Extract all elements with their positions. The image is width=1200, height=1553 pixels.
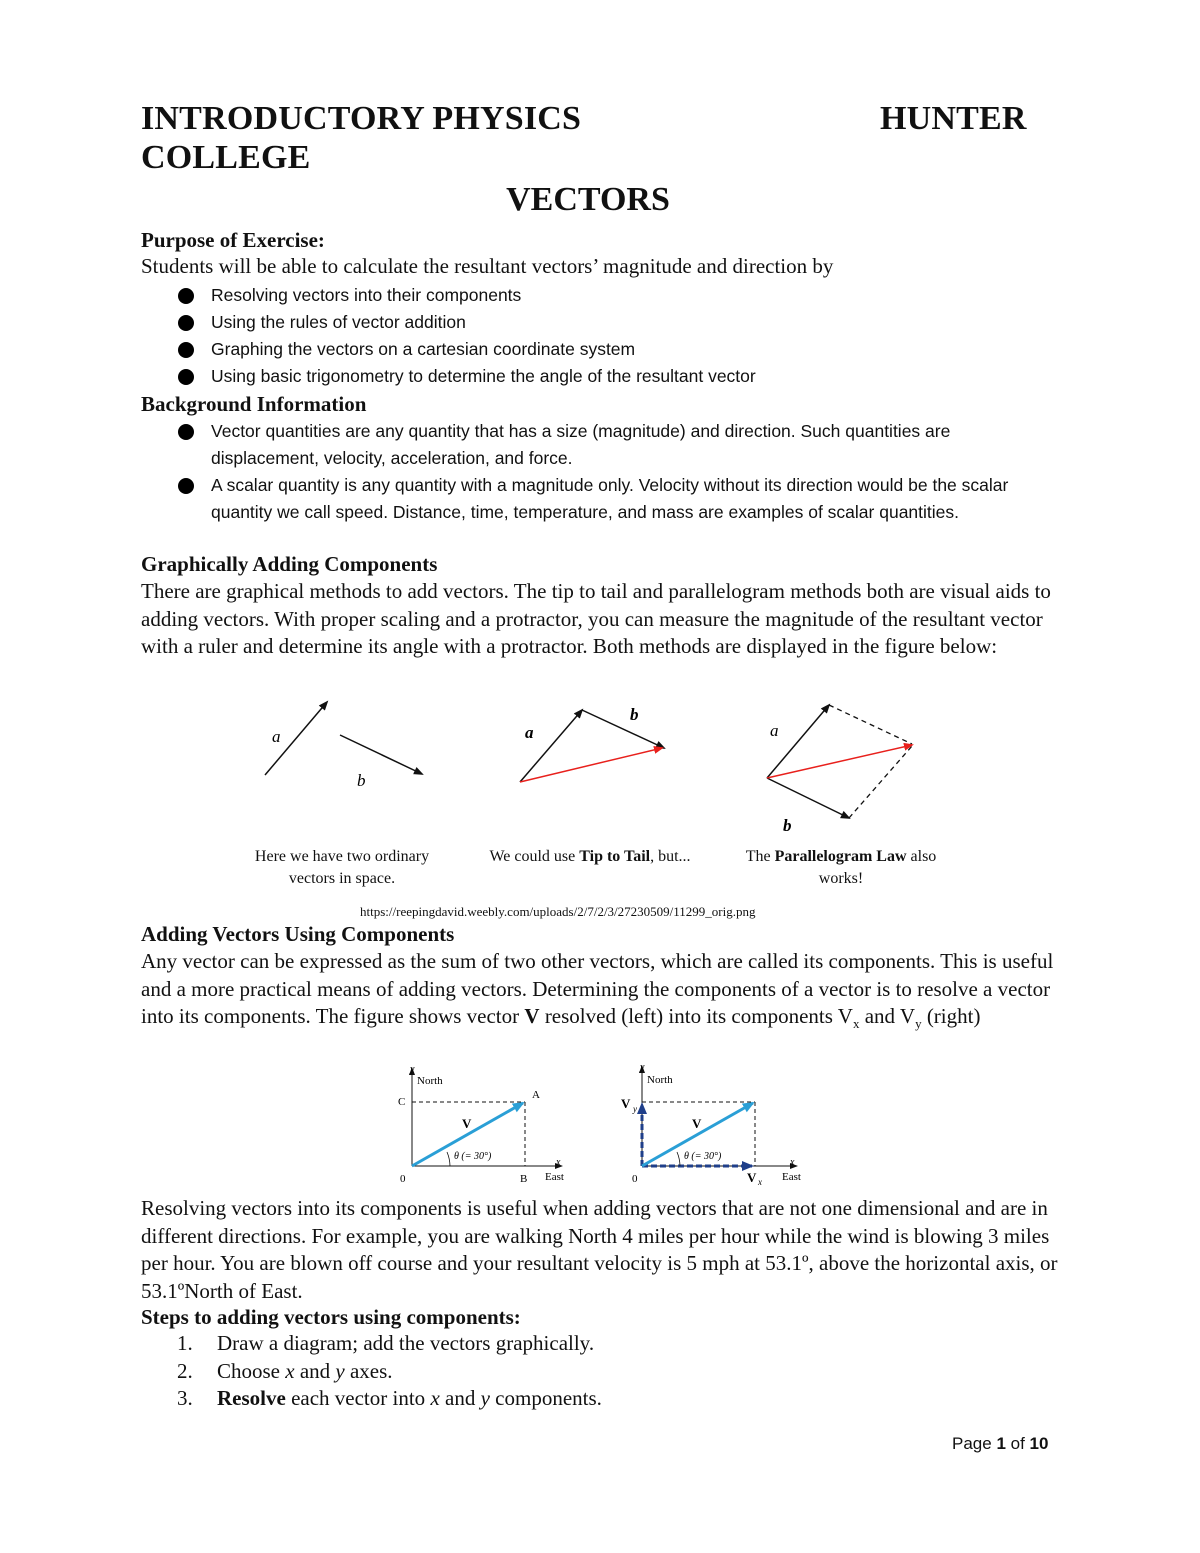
vector-v-label: V [462, 1116, 472, 1131]
bullet-text: A scalar quantity is any quantity with a magnitude only. Velocity without its direction would be the scalar quantity we call speed. Distance, time, temperature, and mass are examples of scalar quantities. [211, 475, 1009, 522]
vector-v-label: V [692, 1116, 702, 1131]
step-number: 2. [177, 1358, 193, 1383]
origin-label: 0 [632, 1173, 638, 1185]
steps-list [141, 1330, 1041, 1413]
axis-y-label: y [410, 1064, 415, 1075]
east-label: East [545, 1171, 564, 1183]
header-left: INTRODUCTORY PHYSICS [141, 100, 582, 137]
label-a: a [272, 727, 281, 746]
theta-label: θ (= 30°) [454, 1151, 492, 1162]
north-label: North [417, 1075, 443, 1087]
label-a: a [525, 723, 534, 742]
axis-x-label: x [790, 1157, 795, 1168]
theta-label: θ (= 30°) [684, 1151, 722, 1162]
bullet-text: Vector quantities are any quantity that has a size (magnitude) and direction. Such quantities are displacement, velocity, acceleration, and force. [211, 421, 951, 468]
vector-vy-subscript: y [633, 1104, 637, 1114]
bullet-icon [178, 342, 194, 358]
background-bullet [141, 472, 1061, 526]
figure-caption-2: We could use Tip to Tail, but... [489, 848, 691, 865]
label-b: b [783, 816, 792, 835]
components-heading: Adding Vectors Using Components [141, 922, 455, 946]
north-label: North [647, 1074, 673, 1086]
components-paragraph: Any vector can be expressed as the sum of two other vectors, which are called its components. This is useful and a more practical means of adding vectors. Determining the components of a vector is to resolve a vector into its components. The figure shows vector V resolved (left) into its components $V_x$ and $V_y$ (right) [141, 949, 1054, 1032]
bullet-text: Using the rules of vector addition [211, 312, 466, 332]
header-right: HUNTER [880, 100, 1027, 137]
resolving-paragraph: Resolving vectors into its components is useful when adding vectors that are not one dimensional and are in different directions. For example, you are walking North 4 miles per hour while the wind is blowing 3 miles per hour. You are blown off course and your resultant velocity is 5 mph at 53.1º, above the horizontal axis, or 53.1ºNorth of East. [141, 1196, 1058, 1303]
purpose-bullet [141, 336, 1081, 363]
tip-tail-a-arrow [520, 710, 582, 782]
vector-vy-label: V [621, 1096, 631, 1111]
step-item: 3. Resolve each vector into x and y components. [141, 1385, 1041, 1413]
purpose-bullet [141, 309, 1081, 336]
figure-caption-1: Here we have two ordinary vectors in space. [254, 848, 430, 887]
step-number: 3. [177, 1386, 193, 1410]
header-line2: COLLEGE [141, 139, 311, 176]
origin-label: 0 [400, 1173, 406, 1185]
steps-heading: Steps to adding vectors using components: [141, 1305, 521, 1329]
point-b-label: B [520, 1173, 528, 1185]
bullet-icon [178, 288, 194, 304]
vector-addition-figure [230, 690, 970, 840]
axis-x-label: x [556, 1157, 561, 1168]
bullet-icon [178, 424, 194, 440]
point-c-label: C [398, 1096, 406, 1108]
east-label: East [782, 1171, 801, 1183]
parallelogram-dashed-edge [829, 705, 912, 744]
background-bullets [141, 418, 1061, 526]
axis-y-label: y [640, 1062, 645, 1073]
purpose-bullet [141, 363, 1081, 390]
bullet-text: Graphing the vectors on a cartesian coordinate system [211, 339, 636, 359]
tip-tail-resultant-arrow [520, 748, 662, 782]
bullet-icon [178, 478, 194, 494]
parallelogram-b-arrow [767, 778, 849, 818]
graphical-heading: Graphically Adding Components [141, 552, 438, 576]
background-bullet [141, 418, 1061, 472]
parallelogram-resultant-arrow [767, 745, 912, 778]
point-a-label: A [532, 1089, 540, 1101]
graphical-paragraph: There are graphical methods to add vectors. The tip to tail and parallelogram methods both are visual aids to adding vectors. With proper scaling and a protractor, you can measure the magnitude of the resultant vector with a ruler and determine its angle with a protractor. Both methods are displayed in the figure below: [141, 579, 1051, 658]
label-a: a [770, 721, 779, 740]
bullet-text: Resolving vectors into their components [211, 285, 522, 305]
bullet-icon [178, 315, 194, 331]
vector-vx-label: V [747, 1170, 757, 1185]
tip-tail-b-arrow [582, 710, 664, 748]
vector-b-arrow [340, 735, 422, 774]
bullet-icon [178, 369, 194, 385]
step-item: 2. Choose x and y axes. [141, 1358, 1041, 1386]
purpose-heading: Purpose of Exercise: [141, 228, 325, 252]
purpose-intro: Students will be able to calculate the resultant vectors’ magnitude and direction by [141, 254, 834, 278]
step-number: 1. [177, 1331, 193, 1355]
vector-components-figure [392, 1062, 822, 1188]
page-number: Page 1 of 10 [952, 1434, 1049, 1453]
parallelogram-a-arrow [767, 705, 829, 778]
label-b: b [357, 771, 366, 790]
figure-source-url: https://reepingdavid.weebly.com/uploads/2/7/2/3/27230509/11299_orig.png [360, 904, 756, 919]
bullet-text: Using basic trigonometry to determine the angle of the resultant vector [211, 366, 756, 386]
background-heading: Background Information [141, 392, 367, 416]
figure-caption-3: The Parallelogram Law also works! [745, 848, 937, 887]
step-item: 1. Draw a diagram; add the vectors graphically. [141, 1330, 1041, 1358]
purpose-bullet [141, 282, 1081, 309]
vector-vx-subscript: x [758, 1177, 762, 1187]
page-title: VECTORS [506, 181, 670, 218]
label-b: b [630, 705, 639, 724]
purpose-bullets [141, 282, 1081, 390]
